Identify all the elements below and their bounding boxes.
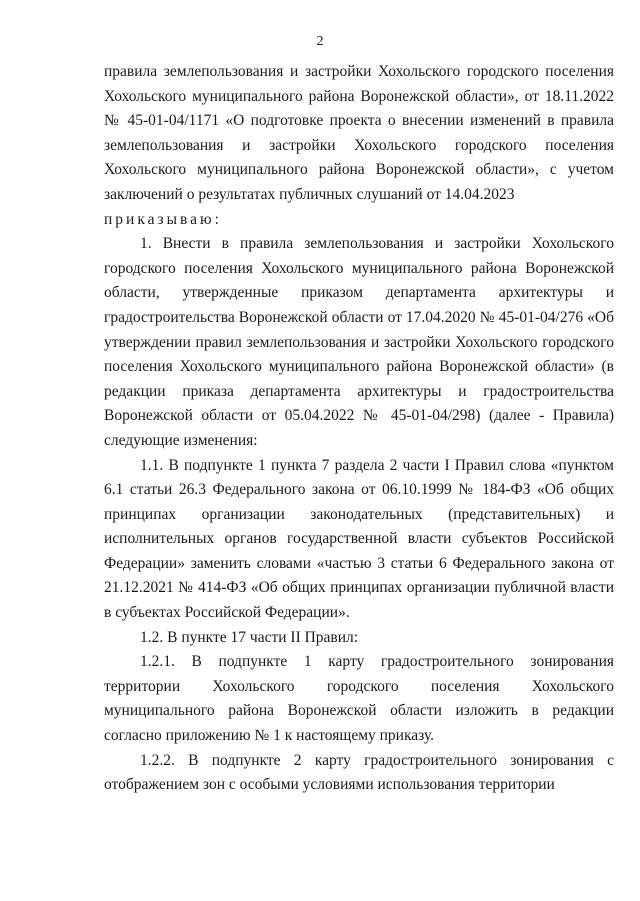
document-body: [104, 60, 614, 798]
order-word: приказываю:: [104, 210, 222, 228]
item-1-paragraph: 1. Внести в правила землепользования и застройки Хохольского городского поселения Хохольского муниципального района Воронежской области, утвержденные приказом департамента архитектуры и градостроительства Воронежской области от 17.04.2020 № 45-01-04/276 «Об утверждении правил землепользования и застройки Хохольского городского поселения Хохольского муниципального района Воронежской области» (в редакции приказа департамента архитектуры и градостроительства Воронежской области от 05.04.2022 № 45-01-04/298) (далее - Правила) следующие изменения:: [104, 235, 614, 449]
item-1-1-paragraph: 1.1. В подпункте 1 пункта 7 раздела 2 части I Правил слова «пунктом 6.1 статьи 26.3 Федерального закона от 06.10.1999 № 184-ФЗ «Об общих принципах организации законодательных (представительных) и исполнительных органов государственной власти субъектов Российской Федерации» заменить словами «частью 3 статьи 6 Федерального закона от 21.12.2021 № 414-ФЗ «Об общих принципах организации публичной власти в субъектах Российской Федерации».: [104, 456, 614, 622]
page-number: 2: [316, 34, 324, 49]
item-1-2-1-paragraph: 1.2.1. В подпункте 1 карту градостроительного зонирования территории Хохольского городского поселения Хохольского муниципального района Воронежской области изложить в редакции согласно приложению № 1 к настоящему приказу.: [104, 653, 614, 745]
item-1-2-paragraph: 1.2. В пункте 17 части II Правил:: [140, 628, 359, 646]
item-1-2-2-paragraph: 1.2.2. В подпункте 2 карту градостроительного зонирования с отображением зон с особыми условиями использования территории: [104, 751, 614, 794]
intro-paragraph: правила землепользования и застройки Хохольского городского поселения Хохольского муниципального района Воронежской области», от 18.11.2022 № 45-01-04/1171 «О подготовке проекта о внесении изменений в правила землепользования и застройки Хохольского городского поселения Хохольского муниципального района Воронежской области», с учетом заключений о результатах публичных слушаний от 14.04.2023: [104, 63, 614, 203]
